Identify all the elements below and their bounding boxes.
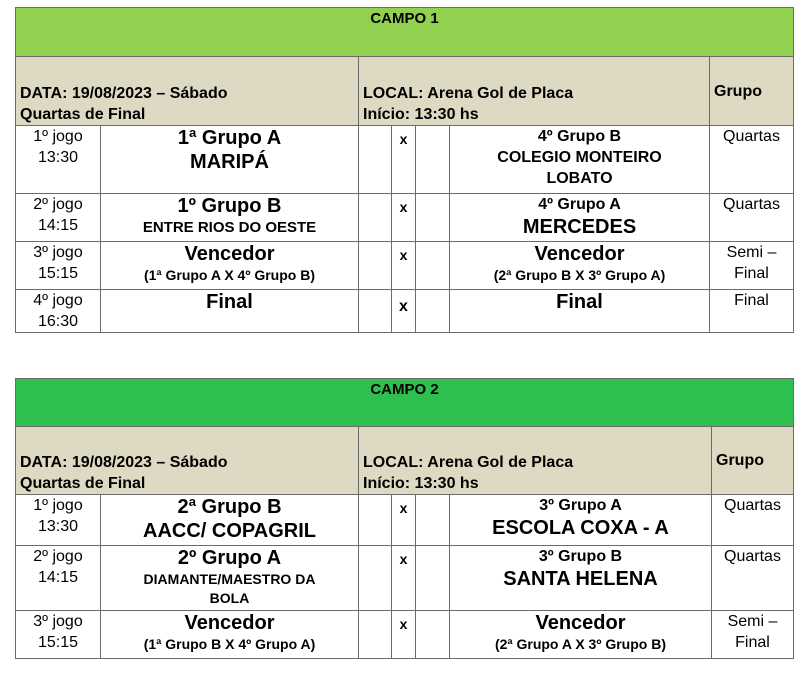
game-number <box>16 546 101 611</box>
home-seed: 1º Grupo B <box>177 195 282 217</box>
match-date: DATA: 19/08/2023 – Sábado <box>20 454 228 471</box>
table-row <box>16 126 794 194</box>
location-header <box>359 427 712 495</box>
game-time: 14:15 <box>37 569 79 586</box>
away-team-name: (2ª Grupo B X 3º Grupo A) <box>493 267 666 283</box>
game-time: 15:15 <box>37 634 79 651</box>
table-row <box>16 546 794 611</box>
versus-mark: x <box>392 242 416 290</box>
away-team <box>450 611 712 659</box>
location-header <box>359 57 710 126</box>
field-title: CAMPO 2 <box>16 379 794 427</box>
away-seed: Vencedor <box>535 612 626 634</box>
home-team-name: (1ª Grupo B X 4º Grupo A) <box>143 636 316 652</box>
away-seed: Vencedor <box>534 243 625 265</box>
table-row <box>16 194 794 242</box>
away-team-name: MERCEDES <box>522 216 637 238</box>
game-time: 13:30 <box>37 518 79 535</box>
away-team-name: SANTA HELENA <box>503 568 658 590</box>
home-team <box>101 242 359 290</box>
away-seed: 4º Grupo A <box>538 196 621 213</box>
away-team <box>450 242 710 290</box>
versus-mark: x <box>392 194 416 242</box>
away-team-name-cont: LOBATO <box>546 170 613 187</box>
game-number <box>16 242 101 290</box>
group-stage <box>712 611 794 659</box>
game-number <box>16 194 101 242</box>
away-seed: Final <box>556 291 603 313</box>
away-team <box>450 546 712 611</box>
group-column-header: Grupo <box>710 57 794 126</box>
versus-mark: x <box>392 495 416 546</box>
group-stage: Quartas <box>710 126 794 194</box>
table-row <box>16 242 794 290</box>
home-team-name: DIAMANTE/MAESTRO DA <box>143 571 316 587</box>
spacer-cell <box>416 194 450 242</box>
away-seed: 3º Grupo B <box>538 548 623 565</box>
home-team-name: AACC/ COPAGRIL <box>143 520 316 542</box>
home-team-name-cont: BOLA <box>209 590 250 606</box>
group-stage: Quartas <box>712 546 794 611</box>
game-number <box>16 611 101 659</box>
spacer-cell <box>416 546 450 611</box>
versus-mark: x <box>392 126 416 194</box>
away-seed: 4º Grupo B <box>537 128 622 145</box>
spacer-cell <box>359 495 392 546</box>
group-stage-line-2: Final <box>734 265 769 282</box>
away-team-name: COLEGIO MONTEIRO <box>497 149 662 166</box>
away-team <box>450 194 710 242</box>
field-title: CAMPO 1 <box>16 8 794 57</box>
match-date: DATA: 19/08/2023 – Sábado <box>20 85 228 102</box>
home-team-name: ENTRE RIOS DO OESTE <box>142 219 317 236</box>
home-seed: Vencedor <box>184 612 275 634</box>
spacer-cell <box>359 611 392 659</box>
spacer-cell <box>359 242 392 290</box>
date-phase-header <box>16 427 359 495</box>
game-number <box>16 495 101 546</box>
home-seed: 1ª Grupo A <box>177 127 282 149</box>
home-seed: 2º Grupo A <box>177 547 282 569</box>
home-team-name: (1ª Grupo A X 4º Grupo B) <box>143 267 316 283</box>
spacer-cell <box>359 194 392 242</box>
game-label: 1º jogo <box>33 497 83 514</box>
spacer-cell <box>416 242 450 290</box>
spacer-cell <box>359 126 392 194</box>
game-number <box>16 126 101 194</box>
home-team <box>101 290 359 333</box>
home-team <box>101 194 359 242</box>
home-seed: Final <box>206 291 253 313</box>
location-label: LOCAL: Arena Gol de Placa <box>363 454 574 471</box>
table-row <box>16 495 794 546</box>
game-label: 4º jogo <box>33 292 83 309</box>
date-phase-header <box>16 57 359 126</box>
spacer-cell <box>416 290 450 333</box>
home-team <box>101 546 359 611</box>
game-label: 3º jogo <box>33 244 83 261</box>
home-seed: 2ª Grupo B <box>177 496 282 518</box>
away-team <box>450 495 712 546</box>
home-seed: Vencedor <box>184 243 275 265</box>
home-team <box>101 126 359 194</box>
game-label: 1º jogo <box>33 128 83 145</box>
away-team <box>450 290 710 333</box>
away-team-name: (2ª Grupo A X 3º Grupo B) <box>494 636 667 652</box>
game-number <box>16 290 101 333</box>
group-stage: Final <box>710 290 794 333</box>
spacer-cell <box>416 611 450 659</box>
spacer-cell <box>416 126 450 194</box>
group-stage-line-1: Semi – <box>727 613 778 630</box>
phase-label: Quartas de Final <box>20 106 146 123</box>
game-time: 13:30 <box>37 149 79 166</box>
away-seed: 3º Grupo A <box>539 497 622 514</box>
versus-mark: x <box>392 611 416 659</box>
game-time: 16:30 <box>37 313 79 330</box>
spacer-cell <box>359 290 392 333</box>
versus-mark: x <box>392 546 416 611</box>
game-label: 3º jogo <box>33 613 83 630</box>
table-row <box>16 611 794 659</box>
start-time-label: Início: 13:30 hs <box>363 475 479 492</box>
phase-label: Quartas de Final <box>20 475 146 492</box>
game-time: 14:15 <box>37 217 79 234</box>
group-stage: Quartas <box>710 194 794 242</box>
start-time-label: Início: 13:30 hs <box>363 106 479 123</box>
schedule-table-campo-2 <box>15 378 794 659</box>
versus-mark: x <box>392 290 416 333</box>
group-stage: Quartas <box>712 495 794 546</box>
schedule-table-campo-1 <box>15 7 794 333</box>
away-team-name: ESCOLA COXA - A <box>492 517 669 539</box>
group-column-header: Grupo <box>712 427 794 495</box>
home-team-name: MARIPÁ <box>190 151 269 173</box>
home-team <box>101 611 359 659</box>
group-stage <box>710 242 794 290</box>
location-label: LOCAL: Arena Gol de Placa <box>363 85 574 102</box>
group-stage-line-2: Final <box>735 634 770 651</box>
game-label: 2º jogo <box>33 548 83 565</box>
home-team <box>101 495 359 546</box>
table-row <box>16 290 794 333</box>
game-label: 2º jogo <box>33 196 83 213</box>
away-team <box>450 126 710 194</box>
game-time: 15:15 <box>37 265 79 282</box>
spacer-cell <box>416 495 450 546</box>
group-stage-line-1: Semi – <box>726 244 777 261</box>
spacer-cell <box>359 546 392 611</box>
